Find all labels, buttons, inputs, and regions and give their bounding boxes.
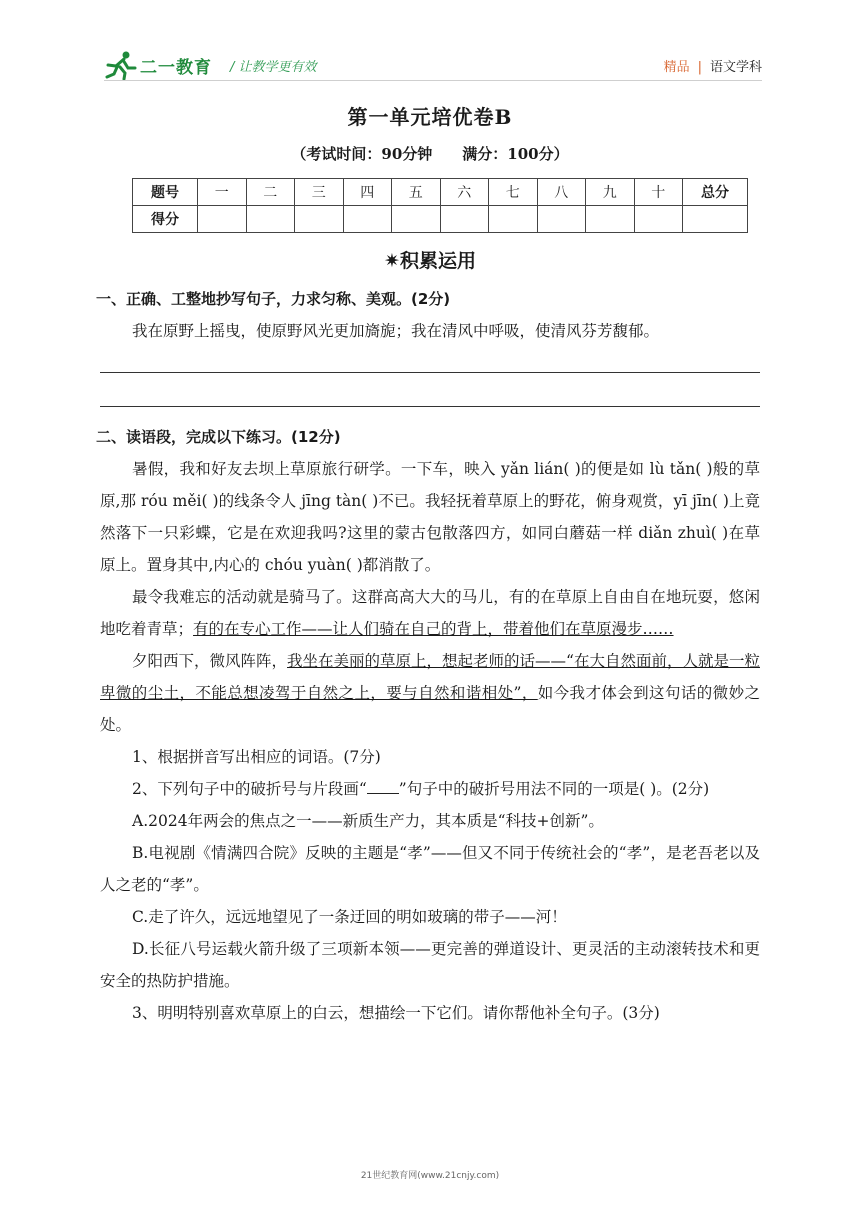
total-label: 总分 — [683, 179, 748, 206]
exam-score: 满分：100分） — [462, 145, 569, 163]
col-7: 七 — [489, 179, 538, 206]
paragraph-3-start: 夕阳西下，微风阵阵， — [132, 652, 288, 670]
score-table — [132, 178, 748, 233]
logo — [104, 50, 212, 80]
option-b[interactable]: B.电视剧《情满四合院》反映的主题是“孝”——但又不同于传统社会的“孝”，是老吾老以及人之老的“孝”。 — [100, 844, 760, 894]
score-cell[interactable] — [634, 206, 683, 233]
col-3: 三 — [295, 179, 344, 206]
score-cell[interactable] — [489, 206, 538, 233]
writing-line[interactable] — [100, 372, 760, 373]
option-a[interactable]: A.2024年两会的焦点之一——新质生产力，其本质是“科技+创新”。 — [132, 812, 604, 830]
col-2: 二 — [246, 179, 295, 206]
col-1: 一 — [198, 179, 247, 206]
page-footer: 21世纪教育网(www.21cnjy.com) — [360, 1171, 500, 1181]
page-title: 第一单元培优卷B — [347, 105, 513, 129]
score-cell[interactable] — [246, 206, 295, 233]
score-table-header-row — [133, 179, 748, 206]
score-cell[interactable] — [392, 206, 441, 233]
paragraph-2-text: 最令我难忘的活动就是骑马了。这群高高大大的马儿，有的在草原上自由自在地玩耍，悠闲地吃着青草； — [100, 588, 760, 638]
col-9: 九 — [586, 179, 635, 206]
col-6: 六 — [440, 179, 489, 206]
score-label: 得分 — [133, 206, 198, 233]
slogan: / 让教学更有效 — [230, 60, 317, 75]
exam-info — [0, 143, 860, 164]
col-4: 四 — [343, 179, 392, 206]
passage-paragraph-3 — [100, 645, 760, 741]
passage-paragraph-2 — [100, 581, 760, 645]
sub-question-1: 1、根据拼音写出相应的词语。(7分) — [132, 748, 381, 766]
underlined-sentence-1: 有的在专心工作——让人们骑在自己的背上，带着他们在草原漫步…… — [193, 620, 674, 638]
header-rule — [104, 80, 762, 81]
option-c[interactable]: C.走了许久，远远地望见了一条迂回的明如玻璃的带子——河！ — [132, 908, 567, 926]
underlined-sentence-2: 我坐在美丽的草原上，想起老师的话——“在大自然面前，人就是一粒卑微的尘土，不能总想凌驾于自然之上，要与自然和谐相处”， — [100, 652, 760, 702]
score-cell[interactable] — [683, 206, 748, 233]
paragraph-3-end: 如今我才体会到这句话的微妙之处。 — [100, 684, 760, 734]
score-table-score-row — [133, 206, 748, 233]
score-cell[interactable] — [440, 206, 489, 233]
exam-time: （考试时间：90分钟 — [291, 145, 433, 163]
sub-question-2-start: 2、下列句子中的破折号与片段画“ — [132, 780, 367, 798]
passage-paragraph-1: 暑假，我和好友去坝上草原旅行研学。一下车，映入 yǎn lián( )的便是如 lù tǎn( )般的草原,那 róu měi( )的线条令人 jīng tàn( )不已。我轻抚着草原上的野花，俯身观赏，yī jīn( )上竟然落下一只彩蝶，它是在欢迎我吗?这里的蒙古包散落四方，如同白蘑菇一样 diǎn zhuì( )在草原上。置身其中,内心的 chóu yuàn( )都消散了。 — [100, 460, 760, 574]
question-2 — [96, 421, 760, 1029]
question-1-sentence: 我在原野上摇曳，使原野风光更加旖旎；我在清风中呼吸，使清风芬芳馥郁。 — [132, 322, 660, 340]
col-8: 八 — [537, 179, 586, 206]
sub-question-2 — [100, 773, 760, 805]
sub-question-3: 3、明明特别喜欢草原上的白云，想描绘一下它们。请你帮他补全句子。(3分) — [132, 1004, 660, 1022]
subject-label: 语文学科 — [709, 60, 762, 75]
question-2-heading: 二、读语段，完成以下练习。(12分) — [96, 428, 341, 446]
question-1-heading: 一、正确、工整地抄写句子，力求匀称、美观。(2分) — [96, 290, 451, 308]
header-divider: | — [697, 60, 702, 75]
score-cell[interactable] — [198, 206, 247, 233]
runner-logo-icon — [104, 50, 138, 80]
score-cell[interactable] — [586, 206, 635, 233]
col-10: 十 — [634, 179, 683, 206]
underline-sample — [367, 779, 399, 794]
score-cell[interactable] — [537, 206, 586, 233]
score-cell[interactable] — [343, 206, 392, 233]
writing-line[interactable] — [100, 406, 760, 407]
question-1 — [96, 283, 760, 347]
sub-question-2-end: ”句子中的破折号用法不同的一项是( )。(2分) — [398, 780, 710, 798]
quality-label: 精品 — [663, 60, 690, 75]
logo-text: 二一教育 — [140, 57, 212, 78]
header-right — [664, 56, 762, 75]
score-cell[interactable] — [295, 206, 344, 233]
question-number-label: 题号 — [133, 179, 198, 206]
section-title: ✷积累运用 — [384, 250, 476, 272]
option-d[interactable]: D.长征八号运载火箭升级了三项新本领——更完善的弹道设计、更灵活的主动滚转技术和更安全的热防护措施。 — [100, 940, 760, 990]
page-header — [104, 44, 762, 84]
col-5: 五 — [392, 179, 441, 206]
